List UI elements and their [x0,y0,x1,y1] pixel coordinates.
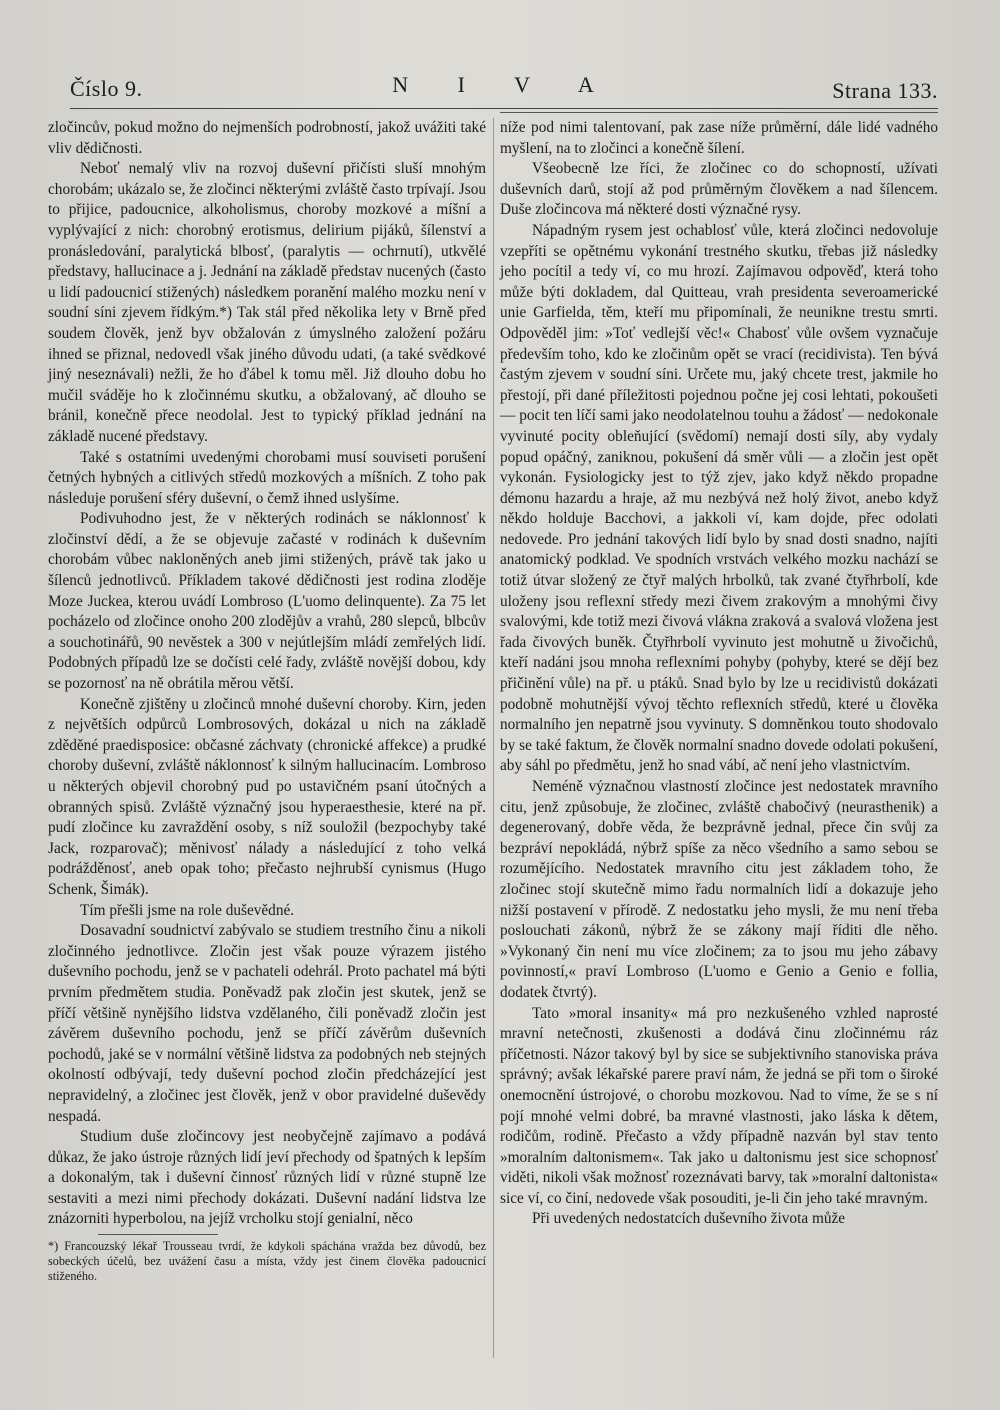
header-rule [70,108,938,109]
paragraph: zločincův, pokud možno do nejmenších podrobností, jakož uvážiti také vliv dědičnosti. [48,119,486,157]
paragraph: níže pod nimi talentovaní, pak zase níže průměrní, dále lidé vadného myšlení, na to zločinci a konečně šílení. [500,119,938,157]
paragraph: Všeobecně lze říci, že zločinec co do schopností, užívati duševních darů, stojí až pod průměrným člověkem a nad šílencem. Duše zločincova má některé dosti význačné rysy. [500,160,938,219]
left-column [48,118,486,1284]
footnote: *) Francouzský lékař Trousseau tvrdí, že kdykoli spáchána vražda bez důvodů, bez sobeckých účelů, bez uvážení času a místa, vždy jest činem člověka padoucnicí stiženého. [48,1239,486,1284]
header-rule-secondary [500,112,938,113]
paragraph: Nápadným rysem jest ochablosť vůle, která zločinci nedovoluje vzepříti se opětnému vykonání trestného skutku, třebas již následky jeho pocítil a tedy ví, co mu hrozí. Zajímavou odpověď, která toho může býti dokladem, dal Quitteau, vrah presidenta severoamerické unie Garfielda, těm, kteří mu připomínali, že neunikne trestu smrti. Odpověděl jim: »Toť vedlejší věc!« Chabosť vůle ovšem vyznačuje především toho, kdo ke zločinům opět se vrací (recidivista). Ten bývá častým zjevem v soudní síni. Určete mu, jaký chcete trest, jakmile ho přestojí, při dané příležitosti pojednou počne jej cosi lehtati, pokoušeti — pocit ten líčí sami jako neodolatelnou touhu a žádosť — nedokonale vyvinuté pocity obleňující (svědomí) nemají dosti síly, aby vydaly popud opáčný, zaniknou, pokušení dá směr vůli — a zločin jest opět vykonán. Fysiologicky jest to týž zjev, jako když někdo propadne démonu hazardu a hraje, až mu nezbývá než holý život, anebo když někdo holduje Bacchovi, a jakkoli ví, kam dojde, přec odolati nedovede. Pro jednání takových lidí bylo by snad dosti snadno, najíti anatomický podklad. Ve spodních vrstvách velkého mozku nachází se totiž útvar složený ze čtyř malých hrbolků, tak zvané čtyřhrbolí, kde uloženy jsou reflexní středy mezi čivem zrakovým a mnohými čivy svalovými, kde totiž mezi čivová vlákna zraková a svalová vložena jest řada čivových buněk. Čtyřhrbolí vyvinuto jest mohutně u živočichů, kteří nadáni jsou mnoha reflexními pohyby (pohyby, které se dějí bez přičinění vůle) na př. u ptáků. Snad bylo by lze u recidivistů dokázati podobně mohutnější vývoj těchto reflexních středů, které u člověka normalního jen nepatrně jsou vyvinuty. S domněnkou touto shodovalo by se také faktum, že člověk normalní snadno dovede odolati pokušení, aby sáhl po předmětu, jenž ho snad vábí, ač není jeho vlastnictvím. [500,221,938,775]
right-column [500,118,938,1230]
paragraph: Tato »moral insanity« má pro nezkušeného vzhled naprosté mravní netečnosti, zkušenosti a dodává činu zločinnému ráz příčetnosti. Názor takový byl by sice se subjektivního stanoviska práva správný; avšak lékařské parere praví nám, že jedná se při tom o široké onemocnění ústrojové, o chorobu mozkovou. Nad to víme, že se s ní pojí mnohé velmi dobré, ba mravné vlastnosti, jako láska k dětem, rodičům, rodině. Přečasto a vždy případně nazván byl stav tento »moralním daltonismem«. Tak jako u daltonismu jest sice schopnosť viděti, nikoli však možnosť rozeznávati barvy, tak »moralní daltonista« sice ví, co činí, nedovede však posouditi, je-li čin jeho také mravným. [500,1004,938,1207]
paragraph: Neméně význačnou vlastností zločince jest nedostatek mravního citu, jenž způsobuje, že zločinec, zvláště chabočivý (neurasthenik) a degenerovaný, dobře věda, že bezprávně jednal, přece čin svůj za bezpráví nepokládá, nýbrž spíše za něco všedního a samo sebou se rozumějícího. Nedostatek mravního citu jest základem toho, že zločinec stojí skutečně mimo řadu normalních lidí a dokazuje jeho nižší postavení v přírodě. Z nedostatku jeho mysli, že mu není třeba poslouchati zákonů, nýbrž že se zákony mají říditi dle něho. »Vykonaný čin není mu více zločinem; za to jsou mu jeho zábavy povinností,« praví Lombroso (L'uomo e Genio a Genio e follia, dodatek čtvrtý). [500,778,938,1001]
paragraph: Studium duše zločincovy jest neobyčejně zajímavo a podává důkaz, že jako ústroje různých lidí jeví přechody od špatných k lepším a dokonalým, tak i duševní činnosť různých lidí v různé stupně lze sestaviti a mezi nimi přechody dokázati. Duševní nadání lidstva lze znázorniti hyperbolou, na jejíž vrcholku stojí genialní, něco [48,1128,486,1228]
paragraph: Dosavadní soudnictví zabývalo se studiem trestního činu a nikoli zločinného jednotlivce. Zločin jest však pouze výrazem jistého duševního pochodu, jenž se v pachateli odehrál. Proto pachatel má býti prvním předmětem studia. Poněvadž pak zločin jest skutek, jenž se příčí většině nynějšího lidstva vzdělaného, čili poněvadž zločin jest závěrem duševního pochodu, jenž se příčí závěrům duševních pochodů, jaké se v normální většině lidstva za podobných neb stejných okolností odbývají, tedy duševní pochod zločin předcházející jest nepravidelný, a zločinec jest člověk, jenž v obor pravidelné duševědy nespadá. [48,922,486,1125]
paragraph: Podivuhodno jest, že v některých rodinách se náklonnosť k zločinství dědí, a že se objevuje začasté v rodinách k duševním chorobám vůbec nakloněných aneb jimi stižených, právě tak jako u šílenců jednotlivců. Příkladem takové dědičnosti jest rodina zloděje Moze Juckea, kterou uvádí Lombroso (L'uomo delinquente). Za 75 let pocházelo od zločince onoho 200 zlodějův a vrahů, 280 slepců, blbcův a souchotinářů, 90 nevěstek a 300 v nejútlejším mládí zemřelých lidí. Podobných případů lze se dočísti celé řady, zvláště novější dobou, kdy se pozornosť na ně obrátila měrou větší. [48,510,486,693]
page-header [70,68,938,108]
issue-number: Číslo 9. [70,76,143,101]
paragraph: Při uvedených nedostatcích duševního života může [532,1210,846,1228]
publication-title: N I V A [392,72,616,97]
paragraph: Tím přešli jsme na role duševědné. [80,901,295,919]
paragraph: Konečně zjištěny u zločinců mnohé duševní choroby. Kirn, jeden z největších odpůrců Lombrosových, dokázal u nich na základě zděděné praedisposice: občasné záchvaty (chronické affekce) a prudké choroby duševní, zvláště náklonnosť k silným hallucinacím. Lombroso u některých objevil chorobný pud po ustavičném psaní útočných a obranných spisů. Zvláště význačný jsou hyperaesthesie, které na př. pudí zločince ku zavraždění osoby, s níž souložil (bezpochyby také Jack, rozparovač); měnivosť nálady a následující z toho velká podrážděnosť, aneb opak toho; přečasto nejhrubší cynismus (Hugo Schenk, Šimák). [48,695,486,898]
paragraph: Také s ostatními uvedenými chorobami musí souviseti porušení četných hybných a citlivých středů mozkových a míšních. Z toho pak následuje porušení sféry duševní, o čemž ihned uslyšíme. [48,448,486,507]
page-number: Strana 133. [832,78,938,103]
column-divider [493,118,494,1358]
paragraph: Neboť nemalý vliv na rozvoj duševní přičísti sluší mnohým chorobám; ukázalo se, že zločinci některými zvláště často trpívají. Jsou to přijice, padoucnice, alkoholismus, choroby mozkové a míšní a vyplývající z nich: chorobný erotismus, delirium pijáků, šílenství a pronásledování, paralytická blbosť, (paralytis — ochrnutí), utkvělé představy, hallucinace a j. Jednání na základě představ nucených (často u lidí padoucnicí stižených) následkem poranění malého mozku není v soudní síni zjevem řídkým.*) Tak stál před několika lety v Brně před soudem člověk, jenž byv obžalován z úmyslného založení požáru ihned se přiznal, nedovedl však jiného důvodu udati, (a také svědkové jiný neseznávali) nežli, že ho ďábel k tomu měl. Již dlouho dobu ho mučil sváděje ho k zločinnému skutku, a obžalovaný, ač dlouho se bránil, konečně přece neodolal. Jest to typický příklad jednání na základě nucené představy. [48,160,486,445]
footnote-rule [98,1234,218,1235]
